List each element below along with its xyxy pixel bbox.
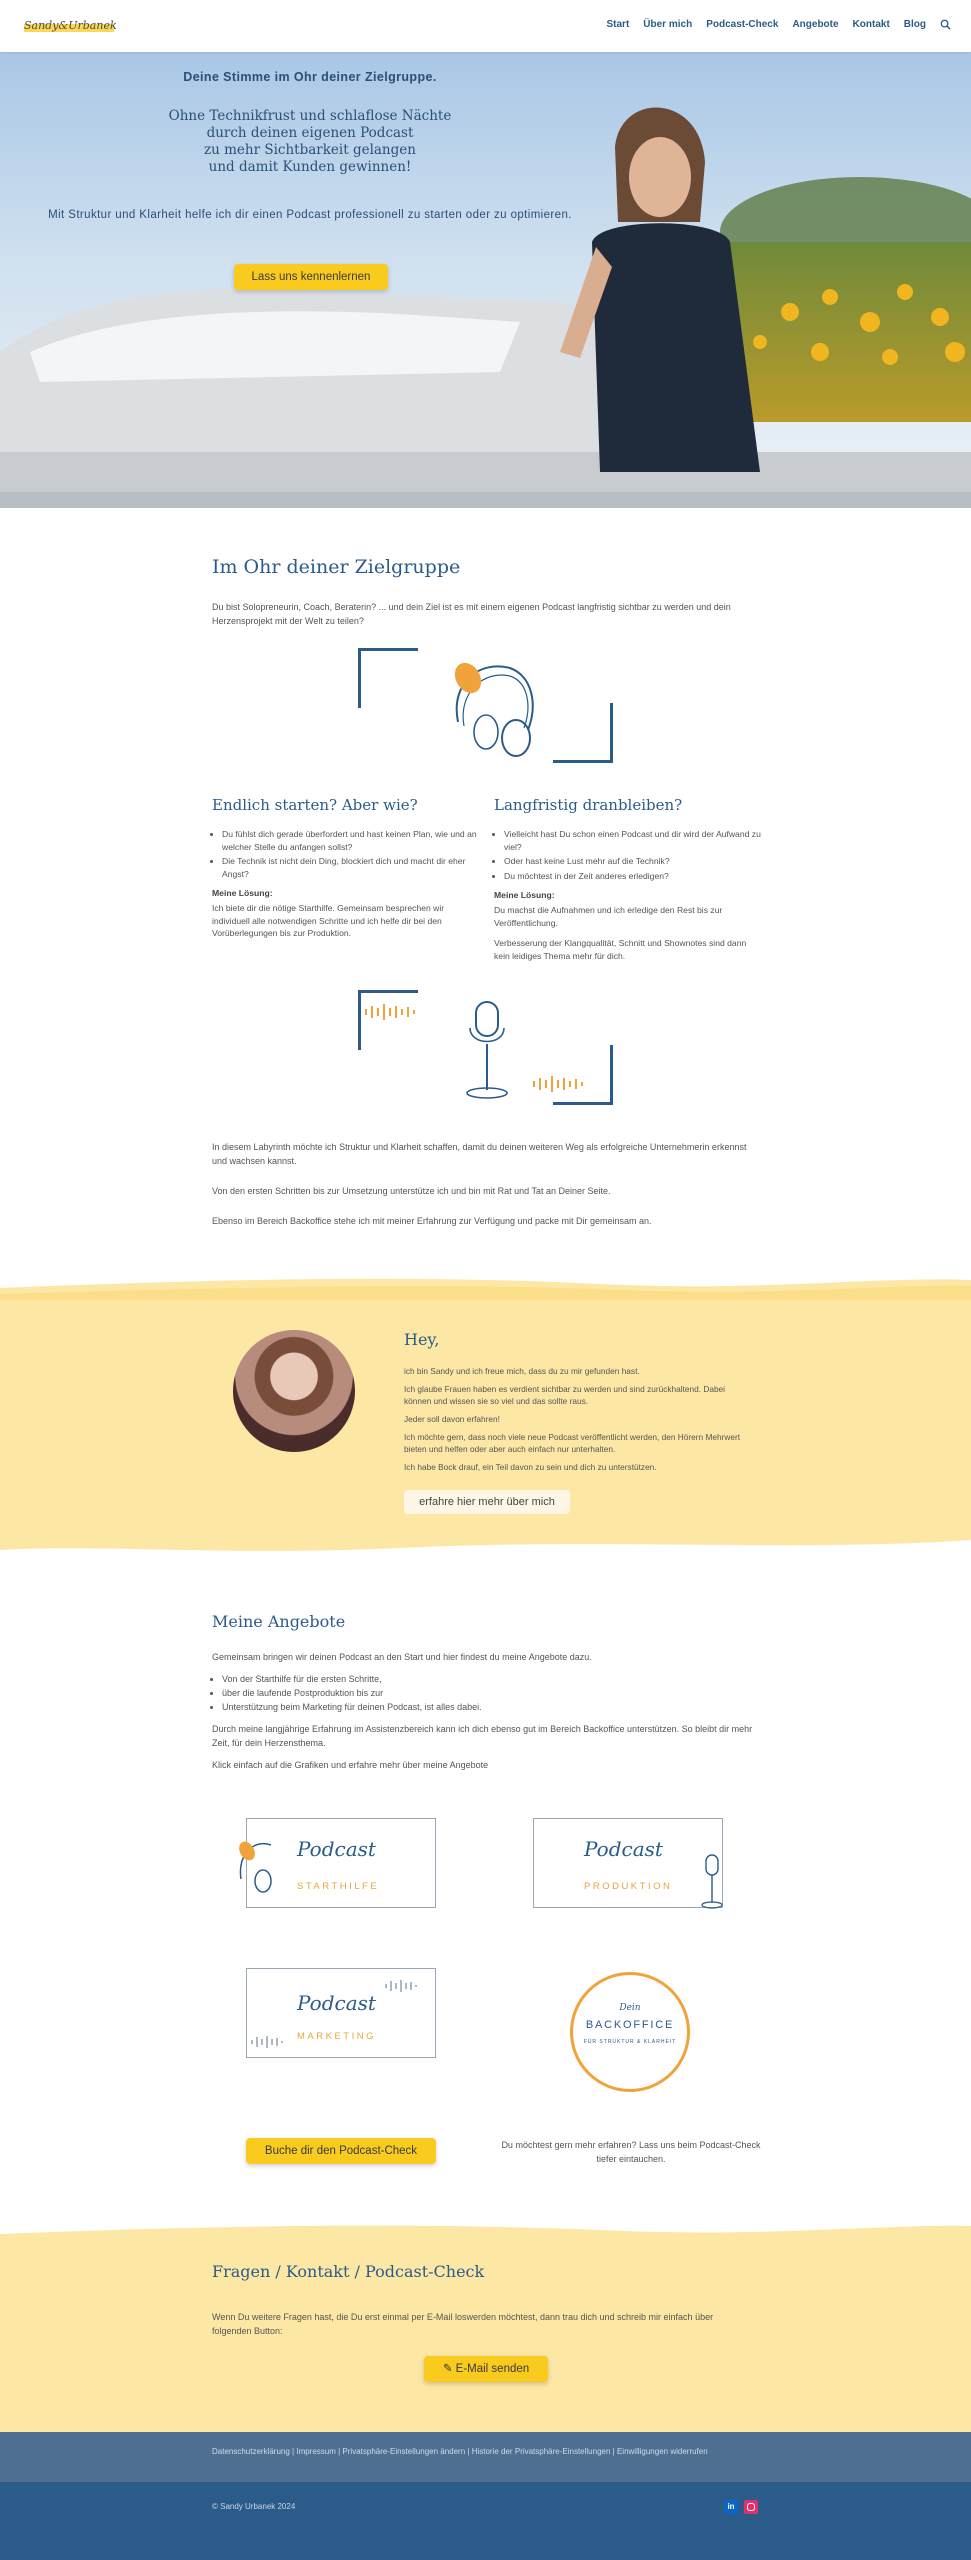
instagram-icon[interactable] [744,2500,758,2514]
microphone-icon [698,1853,728,1913]
labyrinth-paragraph-3: Ebenso im Bereich Backoffice stehe ich mit meiner Erfahrung zur Verfügung und packe mit Dir gemeinsam an. [212,1216,652,1226]
column-continue-title: Langfristig dranbleiben? [494,796,683,814]
about-more-button[interactable]: erfahre hier mehr über mich [404,1490,570,1514]
offer-card-backoffice[interactable] [570,1972,690,2092]
hero-paragraph: Mit Struktur und Klarheit helfe ich dir einen Podcast professionell zu starten oder zu optimieren. [48,209,572,221]
podcast-check-button[interactable]: Buche dir den Podcast-Check [246,2138,436,2164]
solution-text: Ich biete dir die nötige Starthilfe. Gemeinsam besprechen wir individuell alle notwendigen Schritte und ich helfe dir bei den Vorüberlegungen bis zur Produktion. [212,903,445,938]
about-paragraph: Ich glaube Frauen haben es verdient sichtbar zu werden und sind zurückhaltend. Dabei können und wissen sie so viel und das sollte raus. [404,1384,726,1406]
footer-bottom [0,2482,971,2560]
solution-text: Verbesserung der Klangqualität, Schnitt und Shownotes sind dann kein leidiges Thema mehr für dich. [494,938,747,961]
soundwave-icon [249,2035,299,2049]
offer-card-marketing[interactable] [246,1968,436,2058]
column-start [212,796,482,948]
offer-card-subtitle: PRODUKTION [584,1881,673,1892]
offer-card-title: Podcast [297,1991,376,2015]
intro-title: Im Ohr deiner Zielgruppe [212,556,461,578]
solution-label: Meine Lösung: [494,890,555,900]
hero-section [0,52,971,508]
soundwave-icon [383,1979,433,1993]
nav-item-ueber-mich[interactable]: Über mich [643,19,693,30]
contact-text: Wenn Du weitere Fragen hast, die Du erst einmal per E-Mail loswerden möchtest, dann trau dich und schreib mir einfach über folgenden Button: [212,2312,714,2336]
nav-item-angebote[interactable]: Angebote [792,19,839,30]
intro-text: Du bist Solopreneurin, Coach, Beraterin? ... und dein Ziel ist es mit einem eigenen Podcast langfristig sichtbar zu werden und dein Herzensprojekt mit der Welt zu teilen? [212,602,731,626]
about-paragraph: Ich habe Bock drauf, ein Teil davon zu sein und dich zu unterstützen. [404,1462,657,1472]
footer-links-bar [0,2432,971,2482]
about-title: Hey, [404,1330,440,1349]
solution-text: Du machst die Aufnahmen und ich erledige den Rest bis zur Veröffentlichung. [494,905,723,928]
offer-card-title: Podcast [584,1837,663,1861]
labyrinth-paragraph-2: Von den ersten Schritten bis zur Umsetzung unterstütze ich und bin mit Rat und Tat an Deiner Seite. [212,1186,611,1196]
hero-subheadline [150,108,470,176]
hero-sub-line-2: durch deinen eigenen Podcast [206,125,414,141]
column-continue-list [494,828,764,882]
soundwave-icon [530,1074,610,1094]
microphone-icon [454,998,524,1103]
column-start-list [212,828,482,880]
headphones-icon [235,1835,279,1895]
about-paragraph: ich bin Sandy und ich freue mich, dass du zu mir gefunden hast. [404,1366,640,1376]
solution-label: Meine Lösung: [212,888,273,898]
list-item: • Du fühlst dich gerade überfordert und hast keinen Plan, wie und an welcher Stelle du anfangen sollst? [222,828,482,853]
list-item: • Du möchtest in der Zeit anderes erledigen? [504,870,764,883]
offers-title: Meine Angebote [212,1612,346,1631]
email-button-label: E-Mail senden [455,2363,530,2375]
main-nav [606,19,951,30]
backoffice-sub: FÜR STRUKTUR & KLARHEIT [583,2039,677,2045]
hero-headline: Deine Stimme im Ohr deiner Zielgruppe. [183,70,437,84]
offers-backoffice-text: Durch meine langjährige Erfahrung im Assistenzbereich kann ich dich ebenso gut im Bereich Backoffice unterstützen. So bleibt dir mehr Zeit, für dein Herzensthema. [212,1724,753,1748]
about-text [404,1365,744,1479]
email-button[interactable] [424,2356,548,2382]
footer-links[interactable]: Datenschutzerklärung | Impressum | Privatsphäre-Einstellungen ändern | Historie der Privatsphäre-Einstellungen | Einwilligungen widerrufen [212,2447,708,2456]
headphones-icon [440,652,540,762]
avatar [233,1330,355,1452]
offers-intro [212,1650,760,1772]
list-item: • Die Technik ist nicht dein Ding, blockiert dich und macht dir eher Angst? [222,855,482,880]
labyrinth-paragraph-1: In diesem Labyrinth möchte ich Struktur und Klarheit schaffen, damit du deinen weiteren Weg als erfolgreiche Unternehmerin erkennst und wachsen kannst. [212,1142,747,1166]
about-paragraph: Ich möchte gern, dass noch viele neue Podcast veröffentlicht werden, den Hörern Mehrwert bieten und helfen oder aber auch einfach nur unterhalten. [404,1432,741,1454]
list-item: • Unterstützung beim Marketing für deinen Podcast, ist alles dabei. [222,1700,760,1714]
search-icon[interactable] [940,19,951,30]
offer-card-subtitle: MARKETING [297,2031,376,2042]
nav-item-blog[interactable]: Blog [903,19,926,30]
soundwave-icon [362,1002,442,1022]
offer-card-starthilfe[interactable] [246,1818,436,1908]
site-logo[interactable] [20,8,118,42]
offer-card-produktion[interactable] [533,1818,723,1908]
list-item: • Vielleicht hast Du schon einen Podcast und dir wird der Aufwand zu viel? [504,828,764,853]
site-header [0,0,971,52]
list-item: • Oder hast keine Lust mehr auf die Technik? [504,855,764,868]
email-icon: ✎ [442,2363,456,2375]
podcast-check-text: Du möchtest gern mehr erfahren? Lass uns beim Podcast-Check tiefer eintauchen. [501,2140,761,2164]
microphone-illustration [358,990,613,1105]
headphones-illustration [358,648,613,763]
offer-card-title: Podcast [297,1837,376,1861]
hero-cta-button[interactable]: Lass uns kennenlernen [234,264,388,290]
footer-copyright: © Sandy Urbanek 2024 [212,2502,296,2511]
offers-list [212,1672,760,1714]
nav-item-kontakt[interactable]: Kontakt [852,19,890,30]
list-item: • über die laufende Postproduktion bis zur [222,1686,760,1700]
list-item: • Von der Starthilfe für die ersten Schritte, [222,1672,760,1686]
column-start-title: Endlich starten? Aber wie? [212,796,418,814]
backoffice-main: BACKOFFICE [585,2019,675,2031]
svg-text:Sandy&Urbanek: Sandy&Urbanek [24,19,117,32]
nav-item-podcast-check[interactable]: Podcast-Check [706,19,779,30]
hero-photo [0,52,971,508]
hero-sub-line-1: Ohne Technikfrust und schlaflose Nächte [168,108,452,124]
offers-click-hint: Klick einfach auf die Grafiken und erfahre mehr über meine Angebote [212,1760,489,1770]
hero-sub-line-3: zu mehr Sichtbarkeit gelangen [204,142,416,158]
offer-card-subtitle: STARTHILFE [297,1881,380,1892]
offers-intro-text: Gemeinsam bringen wir deinen Podcast an den Start und hier findest du meine Angebote dazu. [212,1652,592,1662]
labyrinth-text [212,1140,760,1228]
hero-sub-line-4: und damit Kunden gewinnen! [208,159,412,175]
linkedin-icon[interactable]: in [724,2500,738,2514]
wave-divider [0,1530,971,1560]
nav-item-start[interactable]: Start [606,19,630,30]
contact-title: Fragen / Kontakt / Podcast-Check [212,2262,485,2281]
about-paragraph: Jeder soll davon erfahren! [404,1414,500,1424]
backoffice-top: Dein [619,2003,641,2013]
column-continue [494,796,764,970]
